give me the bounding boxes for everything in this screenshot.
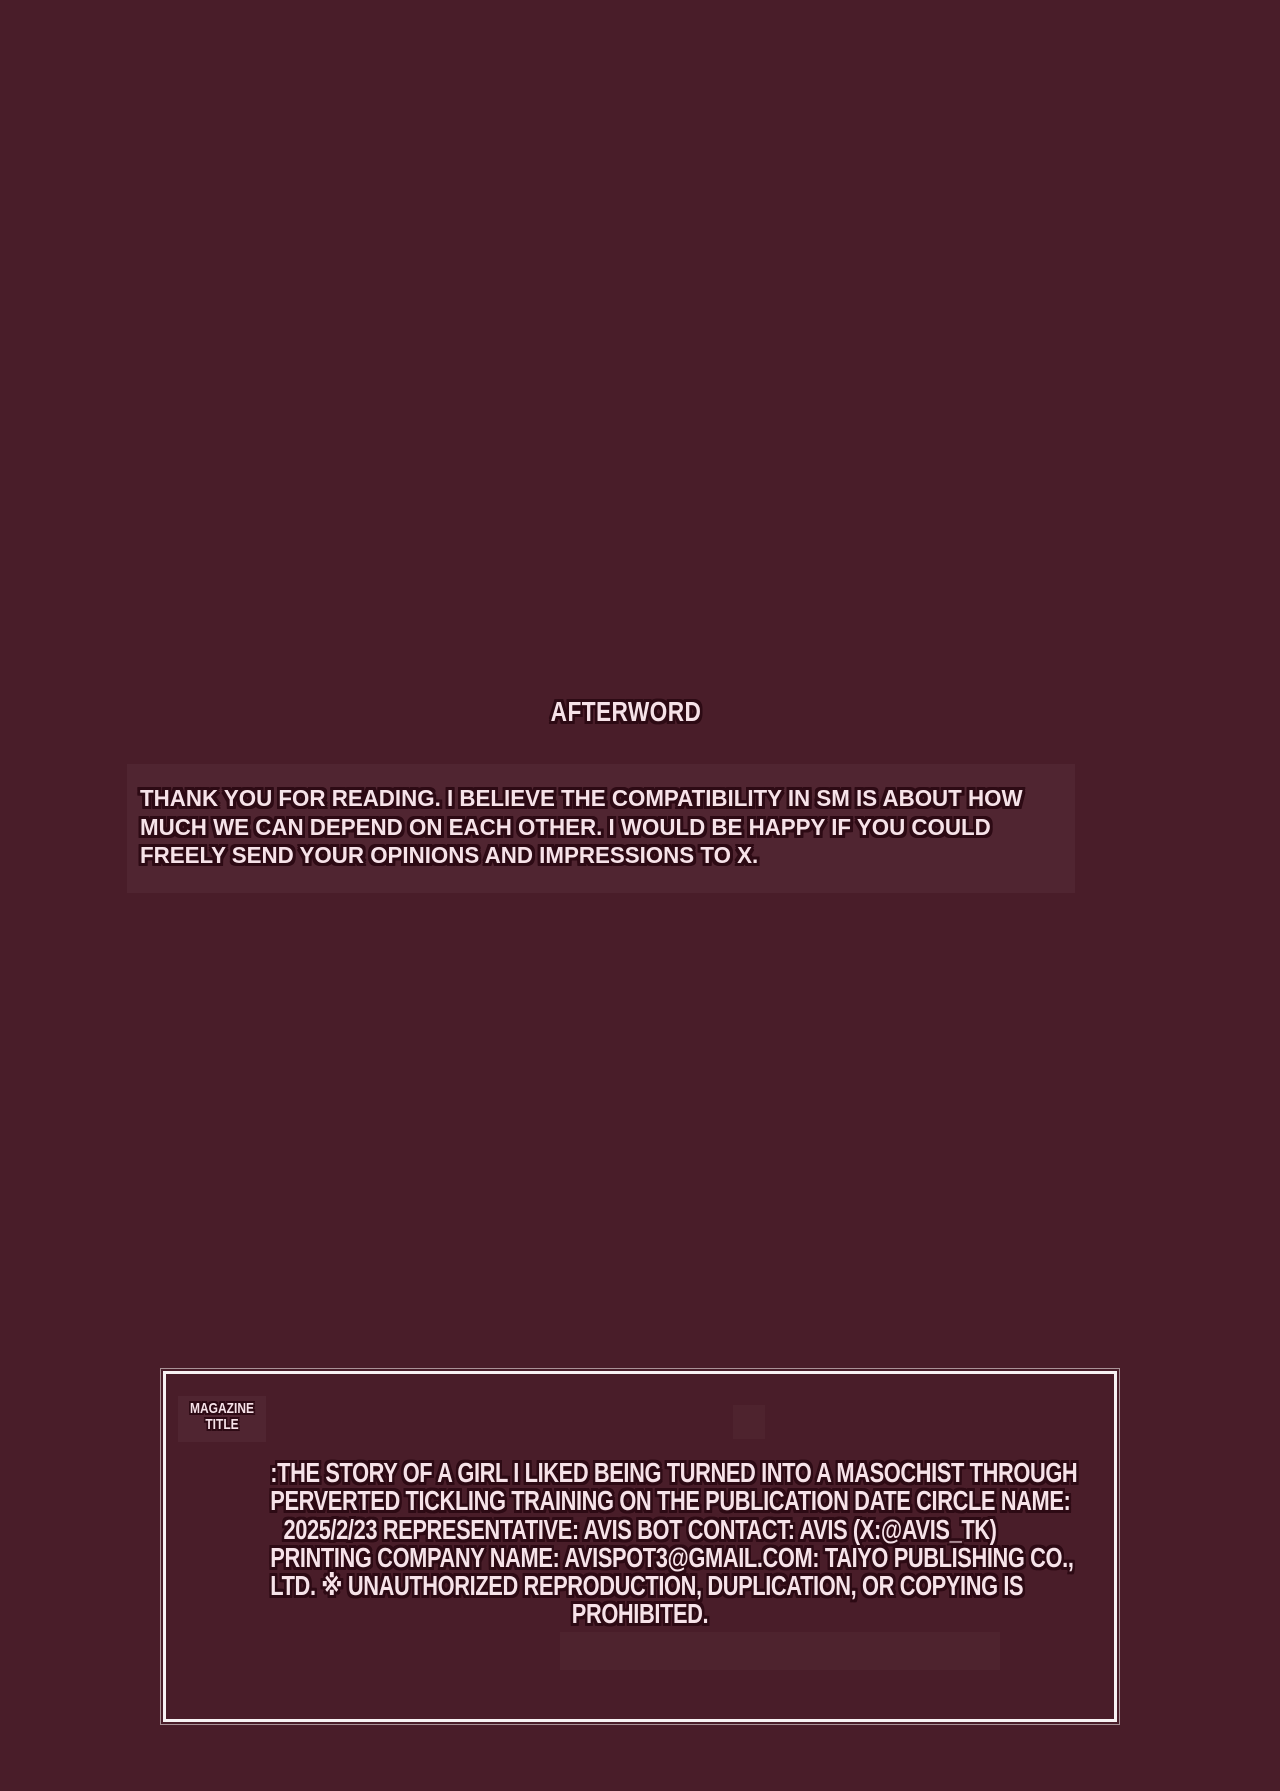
- colophon-body-line: LTD. ※ UNAUTHORIZED REPRODUCTION, DUPLICATION, OR COPYING IS: [270, 1570, 1024, 1602]
- afterword-body: [140, 784, 1023, 870]
- magazine-title-label-line: MAGAZINE: [190, 1400, 254, 1417]
- ghost-overlay-box-top: [733, 1405, 765, 1439]
- colophon-body: [270, 1457, 1078, 1630]
- afterword-section-title-row: [0, 696, 1280, 728]
- afterword-body-line: MUCH WE CAN DEPEND ON EACH OTHER. I WOULD BE HAPPY IF YOU COULD: [140, 813, 991, 840]
- colophon-body-line: PRINTING COMPANY NAME: AVISPOT3@GMAIL.COM: TAIYO PUBLISHING CO.,: [270, 1541, 1074, 1573]
- afterword-body-line: FREELY SEND YOUR OPINIONS AND IMPRESSIONS TO X.: [140, 842, 759, 868]
- colophon-body-line: 2025/2/23 REPRESENTATIVE: AVIS BOT CONTACT: AVIS (X:@AVIS_TK): [283, 1513, 997, 1545]
- afterword-body-line: THANK YOU FOR READING. I BELIEVE THE COMPATIBILITY IN SM IS ABOUT HOW: [140, 785, 1023, 811]
- magazine-title-label-line: TITLE: [205, 1415, 239, 1433]
- ghost-overlay-box-bottom: [560, 1632, 1000, 1670]
- magazine-title-label: [189, 1401, 255, 1432]
- afterword-title: AFTERWORD: [550, 696, 702, 727]
- colophon-body-line: :THE STORY OF A GIRL I LIKED BEING TURNED INTO A MASOCHIST THROUGH: [270, 1457, 1078, 1488]
- colophon-body-line: PERVERTED TICKLING TRAINING ON THE PUBLICATION DATE CIRCLE NAME:: [270, 1485, 1071, 1517]
- colophon-body-line: PROHIBITED.: [571, 1598, 709, 1630]
